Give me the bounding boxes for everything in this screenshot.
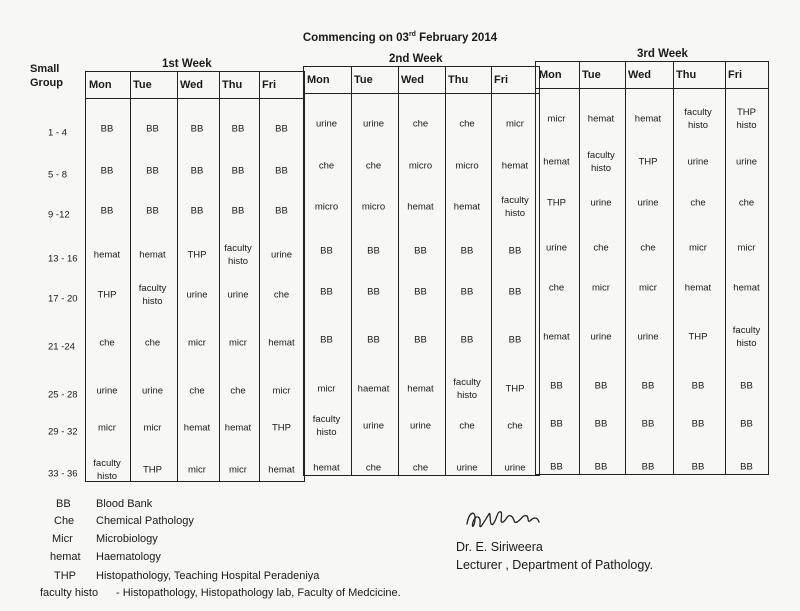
schedule-cell: BB: [641, 418, 655, 430]
schedule-cell: faculty histo: [138, 283, 167, 307]
column-divider: [491, 67, 492, 475]
schedule-cell: che: [738, 197, 755, 209]
schedule-cell: urine: [315, 118, 338, 130]
schedule-cell: hemat: [407, 201, 434, 213]
schedule-cell: THP: [272, 422, 291, 434]
legend-abbreviation: Che: [54, 515, 75, 527]
day-header-tue: Tue: [133, 79, 152, 91]
schedule-cell: BB: [320, 334, 333, 346]
schedule-cell: micr: [547, 113, 566, 125]
group-label: 21 -24: [48, 341, 75, 353]
schedule-cell: micr: [229, 337, 247, 349]
day-header-wed: Wed: [628, 69, 652, 81]
day-header-tue: Tue: [354, 74, 373, 86]
schedule-cell: BB: [550, 461, 563, 473]
week-1-title: 1st Week: [162, 58, 212, 70]
legend-abbreviation: BB: [56, 498, 71, 510]
schedule-cell: che: [507, 420, 523, 432]
signer-name: Dr. E. Siriweera: [456, 540, 543, 554]
legend-abbreviation: faculty histo: [40, 587, 99, 599]
schedule-cell: BB: [367, 334, 380, 346]
schedule-cell: BB: [190, 123, 204, 135]
schedule-cell: hemat: [634, 113, 662, 125]
schedule-cell: THP: [143, 464, 162, 476]
group-label: 17 - 20: [48, 293, 78, 305]
schedule-cell: BB: [231, 123, 245, 135]
schedule-cell: BB: [100, 205, 114, 217]
group-label: 5 - 8: [48, 169, 68, 181]
schedule-cell: BB: [594, 461, 608, 473]
schedule-cell: micr: [188, 337, 206, 349]
schedule-cell: micro: [361, 201, 386, 213]
schedule-cell: BB: [275, 205, 288, 217]
schedule-cell: che: [640, 242, 656, 253]
schedule-cell: urine: [687, 156, 709, 168]
schedule-cell: urine: [590, 331, 612, 343]
schedule-cell: micr: [592, 282, 610, 294]
day-header-fri: Fri: [494, 74, 509, 86]
schedule-cell: BB: [691, 380, 705, 392]
schedule-cell: hemat: [733, 282, 760, 294]
schedule-cell: BB: [740, 461, 753, 473]
schedule-cell: micr: [317, 383, 336, 394]
schedule-cell: hemat: [183, 422, 211, 434]
schedule-cell: THP histo: [736, 107, 757, 131]
schedule-cell: urine: [545, 242, 568, 253]
schedule-cell: BB: [190, 205, 204, 217]
schedule-cell: BB: [414, 334, 427, 346]
schedule-cell: che: [412, 462, 429, 474]
group-label: 13 - 16: [48, 253, 78, 265]
legend-description: Histopathology, Teaching Hospital Peradeniya: [96, 570, 320, 582]
schedule-cell: BB: [100, 123, 114, 135]
day-header-wed: Wed: [401, 74, 425, 86]
schedule-cell: BB: [460, 245, 474, 257]
schedule-cell: BB: [550, 418, 563, 430]
schedule-cell: hemat: [139, 249, 166, 261]
schedule-cell: BB: [594, 380, 608, 392]
schedule-cell: hemat: [501, 160, 529, 172]
schedule-cell: micro: [455, 160, 479, 172]
schedule-cell: urine: [270, 249, 293, 261]
schedule-cell: THP: [97, 289, 117, 301]
group-label: 1 - 4: [48, 127, 68, 139]
schedule-cell: haemat: [357, 383, 390, 394]
schedule-cell: BB: [367, 245, 380, 257]
schedule-cell: BB: [691, 461, 705, 473]
schedule-cell: BB: [740, 380, 753, 392]
schedule-cell: BB: [367, 286, 380, 298]
schedule-cell: BB: [641, 461, 655, 473]
column-divider: [579, 62, 580, 474]
signature: [463, 502, 563, 538]
schedule-cell: micr: [737, 242, 756, 253]
schedule-cell: che: [189, 385, 205, 397]
day-header-thu: Thu: [676, 69, 697, 81]
schedule-cell: BB: [641, 380, 655, 392]
group-label: 9 -12: [48, 209, 70, 221]
schedule-cell: urine: [227, 289, 249, 301]
schedule-cell: che: [273, 289, 290, 301]
schedule-cell: BB: [320, 245, 333, 257]
schedule-cell: BB: [320, 286, 333, 298]
day-header-thu: Thu: [222, 79, 243, 91]
schedule-cell: BB: [146, 165, 159, 177]
schedule-cell: micro: [314, 201, 339, 213]
schedule-cell: faculty histo: [732, 325, 761, 350]
legend-abbreviation: THP: [54, 570, 76, 582]
schedule-cell: hemat: [587, 113, 615, 125]
schedule-cell: urine: [735, 156, 758, 168]
schedule-cell: hemat: [543, 156, 570, 168]
schedule-cell: che: [144, 337, 161, 349]
schedule-cell: urine: [637, 331, 659, 343]
schedule-cell: BB: [100, 165, 114, 177]
day-header-wed: Wed: [180, 79, 204, 91]
day-header-mon: Mon: [307, 74, 330, 86]
schedule-cell: micr: [272, 385, 291, 397]
schedule-cell: BB: [740, 418, 753, 430]
day-header-fri: Fri: [728, 69, 743, 81]
schedule-cell: BB: [146, 123, 159, 135]
schedule-cell: BB: [594, 418, 608, 430]
schedule-cell: urine: [96, 385, 118, 397]
small-group-header: Small Group: [30, 63, 63, 89]
schedule-cell: THP: [547, 197, 566, 209]
page-title: Commencing on 03rd February 2014: [302, 31, 498, 44]
schedule-cell: che: [690, 197, 706, 209]
schedule-cell: THP: [688, 331, 708, 343]
schedule-cell: micr: [689, 242, 707, 253]
schedule-cell: che: [593, 242, 609, 253]
schedule-cell: che: [365, 160, 382, 172]
schedule-cell: BB: [231, 205, 245, 217]
schedule-cell: che: [548, 282, 565, 294]
schedule-cell: faculty histo: [312, 413, 341, 438]
schedule-cell: hemat: [268, 337, 295, 349]
legend-description: - Histopathology, Histopathology lab, Faculty of Medcicine.: [116, 587, 401, 599]
schedule-cell: che: [459, 118, 475, 130]
legend-description: Chemical Pathology: [96, 515, 194, 527]
column-divider: [725, 62, 726, 474]
schedule-cell: BB: [146, 205, 159, 217]
schedule-cell: micr: [639, 282, 657, 294]
group-label: 33 - 36: [48, 468, 78, 480]
schedule-cell: BB: [691, 418, 705, 430]
day-header-thu: Thu: [448, 74, 469, 86]
week-2-title: 2nd Week: [389, 53, 443, 65]
column-divider: [673, 62, 674, 474]
schedule-cell: urine: [186, 289, 208, 301]
day-header-fri: Fri: [262, 79, 277, 91]
schedule-cell: hemat: [453, 201, 481, 213]
legend-abbreviation: hemat: [50, 551, 81, 563]
schedule-cell: urine: [456, 462, 478, 474]
schedule-cell: che: [459, 420, 475, 432]
schedule-cell: faculty histo: [587, 149, 615, 174]
schedule-cell: urine: [409, 420, 432, 432]
schedule-cell: BB: [231, 165, 245, 177]
schedule-cell: BB: [508, 245, 522, 257]
legend-description: Microbiology: [96, 533, 158, 545]
schedule-cell: hemat: [684, 282, 712, 294]
column-divider: [130, 72, 131, 481]
schedule-cell: hemat: [407, 383, 434, 394]
legend-description: Haematology: [96, 551, 161, 563]
schedule-cell: che: [99, 337, 115, 349]
column-divider: [259, 72, 260, 481]
schedule-cell: che: [318, 160, 335, 172]
signer-title: Lecturer , Department of Pathology.: [456, 558, 654, 572]
schedule-cell: micr: [188, 464, 206, 476]
column-divider: [398, 67, 399, 475]
schedule-cell: THP: [638, 156, 658, 168]
column-divider: [625, 62, 626, 474]
day-header-mon: Mon: [89, 79, 112, 91]
schedule-cell: faculty histo: [93, 458, 121, 482]
schedule-cell: hemat: [224, 422, 252, 434]
schedule-cell: faculty histo: [684, 107, 712, 131]
schedule-cell: BB: [275, 123, 288, 135]
group-label: 29 - 32: [48, 426, 78, 438]
schedule-cell: hemat: [268, 464, 295, 476]
schedule-cell: faculty histo: [501, 194, 529, 219]
schedule-cell: urine: [637, 197, 659, 209]
schedule-cell: urine: [504, 462, 526, 474]
legend-abbreviation: Micr: [52, 533, 73, 545]
schedule-cell: urine: [362, 118, 385, 130]
schedule-cell: BB: [414, 286, 427, 298]
day-header-tue: Tue: [582, 69, 601, 81]
schedule-cell: hemat: [93, 249, 121, 261]
schedule-cell: che: [365, 462, 382, 474]
week-3-title: 3rd Week: [637, 48, 688, 60]
column-divider: [219, 72, 220, 481]
schedule-cell: THP: [505, 383, 525, 394]
schedule-cell: BB: [550, 380, 563, 392]
schedule-cell: urine: [141, 385, 164, 397]
schedule-cell: urine: [362, 420, 385, 432]
column-divider: [445, 67, 446, 475]
schedule-cell: urine: [590, 197, 612, 209]
schedule-cell: faculty histo: [453, 376, 481, 401]
schedule-cell: micr: [143, 422, 162, 434]
schedule-cell: BB: [275, 165, 288, 177]
day-header-mon: Mon: [539, 69, 562, 81]
schedule-cell: BB: [508, 334, 522, 346]
schedule-cell: BB: [460, 334, 474, 346]
schedule-cell: micr: [506, 118, 524, 130]
schedule-cell: che: [412, 118, 429, 130]
schedule-cell: che: [230, 385, 246, 397]
group-label: 25 - 28: [48, 389, 78, 401]
legend-description: Blood Bank: [96, 498, 153, 510]
column-divider: [351, 67, 352, 475]
column-divider: [177, 72, 178, 481]
schedule-cell: THP: [187, 249, 207, 261]
schedule-cell: BB: [414, 245, 427, 257]
schedule-cell: BB: [508, 286, 522, 298]
schedule-cell: faculty histo: [224, 243, 252, 267]
schedule-cell: BB: [190, 165, 204, 177]
schedule-cell: micro: [408, 160, 433, 172]
schedule-cell: hemat: [543, 331, 570, 343]
schedule-cell: micr: [229, 464, 247, 476]
schedule-cell: micr: [98, 422, 116, 434]
schedule-cell: hemat: [313, 462, 340, 474]
schedule-cell: BB: [460, 286, 474, 298]
